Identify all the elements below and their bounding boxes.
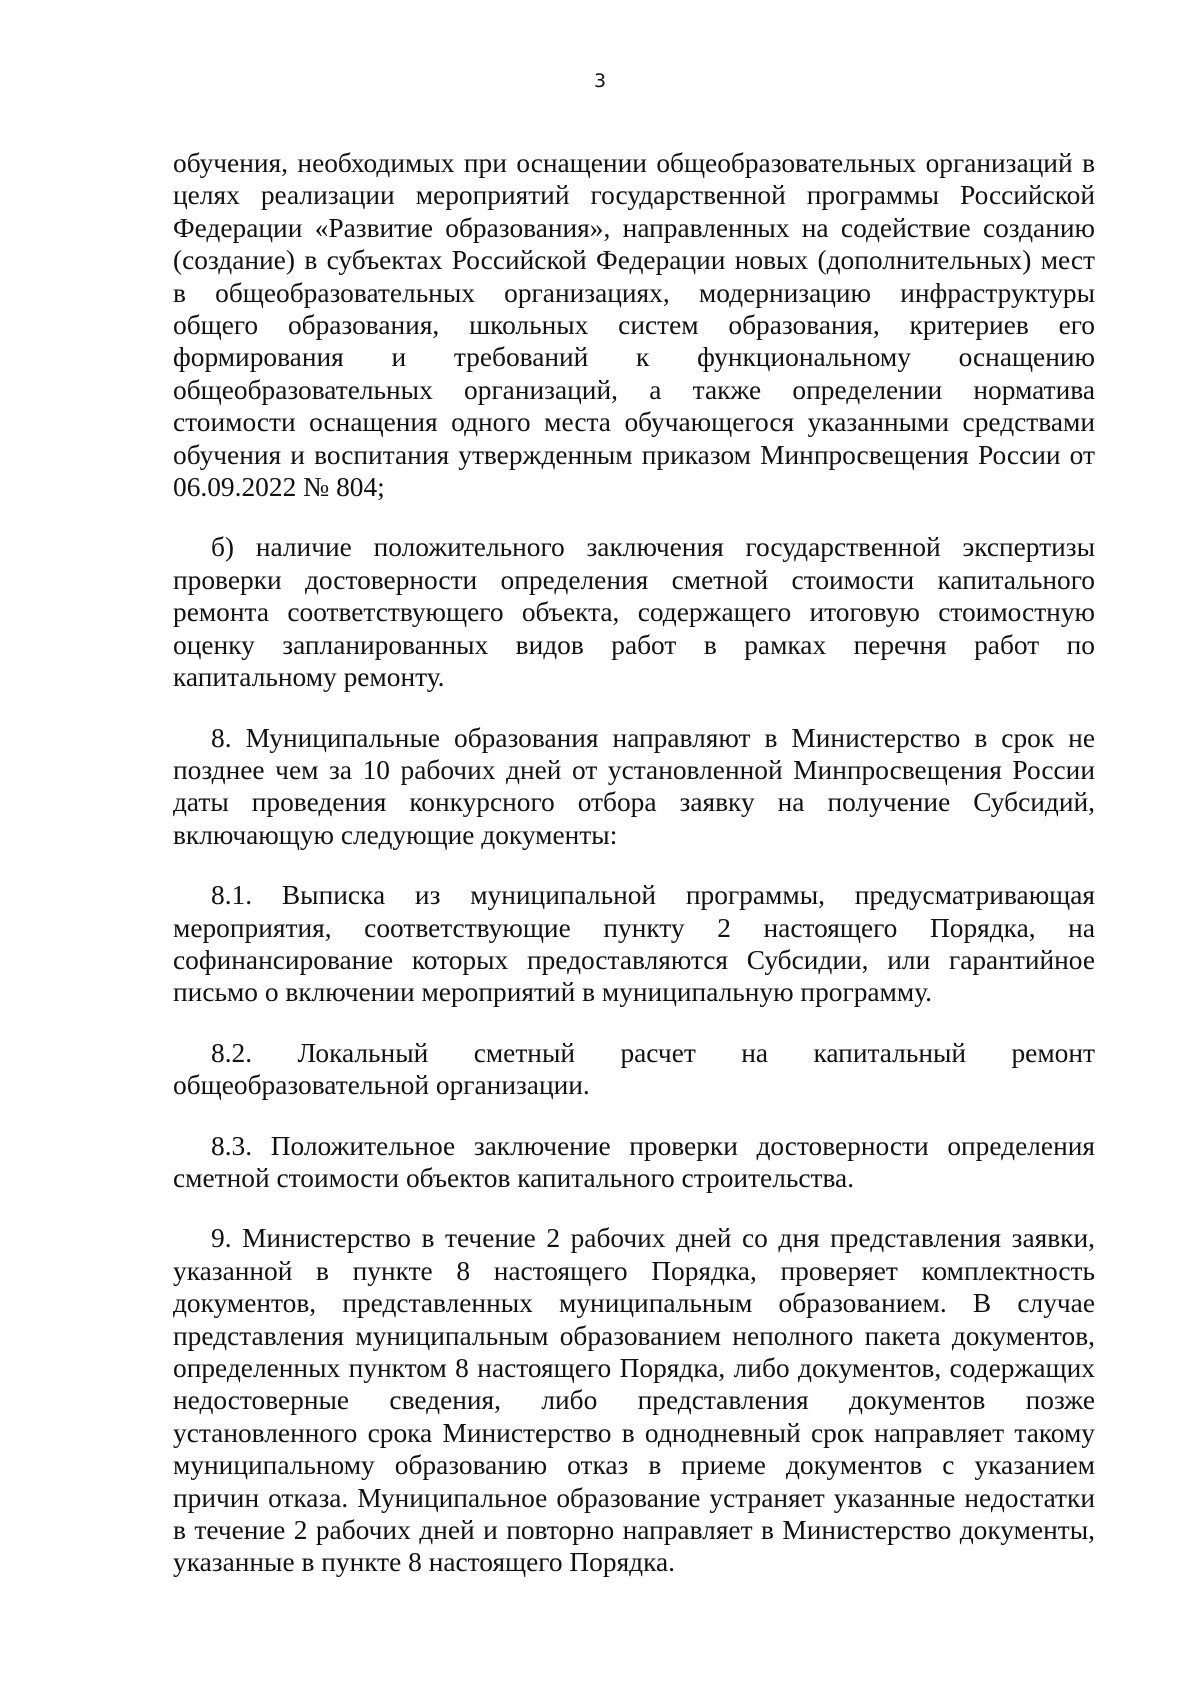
paragraph-8-2: 8.2. Локальный сметный расчет на капитальный ремонт общеобразовательной организации. (173, 1037, 1095, 1101)
paragraph-continuation: обучения, необходимых при оснащении общеобразовательных организаций в целях реализации мероприятий государственной программы Российской Федерации «Развитие образования», направленных на содействие созданию (создание) в субъектах Российской Федерации новых (дополнительных) мест в общеобразовательных организациях, модернизацию инфраструктуры общего образования, школьных систем образования, критериев его формирования и требований к функциональному оснащению общеобразовательных организаций, а также определении норматива стоимости оснащения одного места обучающегося указанными средствами обучения и воспитания утвержденным приказом Минпросвещения России от 06.09.2022 № 804; (173, 148, 1095, 503)
page-number: 3 (593, 70, 607, 92)
paragraph-9: 9. Министерство в течение 2 рабочих дней со дня представления заявки, указанной в пункте 8 настоящего Порядка, проверяет комплектность документов, представленных муниципальным образованием. В случае представления муниципальным образованием неполного пакета документов, определенных пунктом 8 настоящего Порядка, либо документов, содержащих недостоверные сведения, либо представления документов позже установленного срока Министерство в однодневный срок направляет такому муниципальному образованию отказ в приеме документов с указанием причин отказа. Муниципальное образование устраняет указанные недостатки в течение 2 рабочих дней и повторно направляет в Министерство документы, указанные в пункте 8 настоящего Порядка. (173, 1223, 1095, 1578)
paragraph-item-b: б) наличие положительного заключения государственной экспертизы проверки достоверности определения сметной стоимости капитального ремонта соответствующего объекта, содержащего итоговую стоимостную оценку запланированных видов работ в рамках перечня работ по капитальному ремонту. (173, 532, 1095, 693)
paragraph-8: 8. Муниципальные образования направляют в Министерство в срок не позднее чем за 10 рабочих дней от установленной Минпросвещения России даты проведения конкурсного отбора заявку на получение Субсидий, включающую следующие документы: (173, 722, 1095, 850)
document-body (173, 147, 1095, 1607)
paragraph-8-3: 8.3. Положительное заключение проверки достоверности определения сметной стоимости объектов капитального строительства. (173, 1130, 1095, 1193)
paragraph-8-1: 8.1. Выписка из муниципальной программы, предусматривающая мероприятия, соответствующие пункту 2 настоящего Порядка, на софинансирование которых предоставляются Субсидии, или гарантийное письмо о включении мероприятий в муниципальную программу. (173, 880, 1095, 1008)
